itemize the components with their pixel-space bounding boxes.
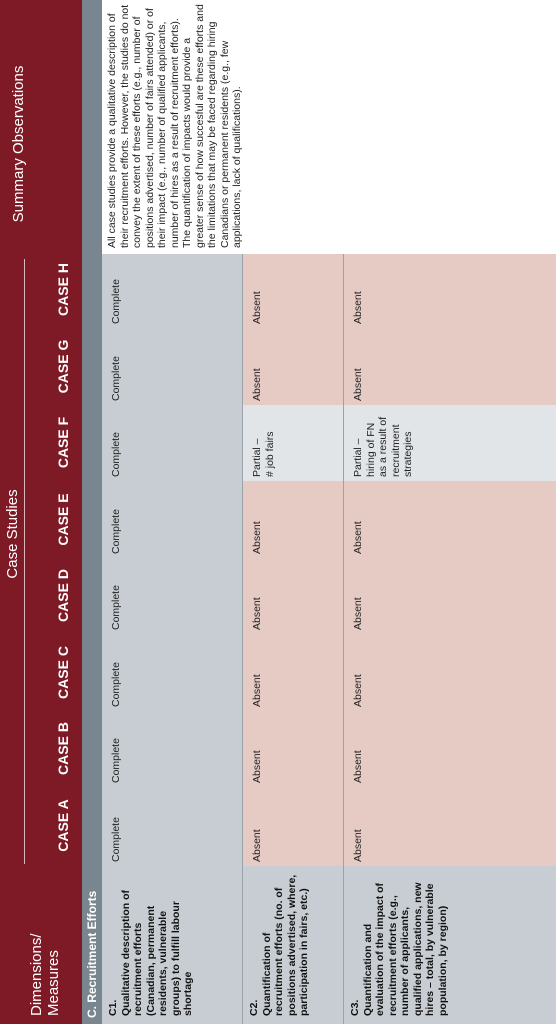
case-h-header: CASE H: [55, 263, 71, 316]
row-label-c3: C3. Quantification and evaluation of the impact of recruitment efforts (e.g., number of applicants, qualified applications, new hires – total, by vulnerable population, by region): [344, 866, 556, 1024]
cell-c2-case-h: Absent: [243, 254, 343, 328]
case-b-header: CASE B: [55, 722, 71, 775]
cell-c1-case-a: Complete: [102, 787, 242, 866]
case-studies-header: Case Studies: [4, 489, 21, 579]
summary-observations-header: Summary Observations: [10, 65, 27, 223]
cell-c1-case-f: Complete: [102, 405, 242, 481]
case-c-header: CASE C: [55, 646, 71, 699]
section-title: C. Recruitment Efforts: [85, 890, 99, 1018]
case-studies-divider: [24, 259, 25, 864]
summary-observations-text: All case studies provide a qualitative description of their recruitment efforts. However, the studies do not convey the extent of these efforts (e.g., number of positions advertised, number of fairs attended) or of their impact (e.g., number of qualified applicants, number of hires as a result of recruitment efforts). The quantification of impacts would provide a greater sense of how succesful are these efforts and the limitations that may be faced regarding hiring Canadians or permanent residents (e.g., few applications, lack of qualifications).: [102, 0, 556, 254]
case-g-header: CASE G: [55, 339, 71, 394]
case-e-header: CASE E: [55, 493, 71, 546]
cell-c3-case-g: Absent: [344, 328, 556, 405]
cell-c3-case-h: Absent: [344, 254, 556, 328]
cell-c1-case-g: Complete: [102, 328, 242, 405]
cell-c2-case-f: Partial – # job fairs: [243, 405, 343, 481]
case-d-header: CASE D: [55, 569, 71, 622]
cell-c3-case-f: Partial – hiring of FN as a result of recruitment strategies: [344, 405, 556, 481]
case-a-header: CASE A: [55, 799, 71, 852]
row-label-c1: C1. Qualitative description of recruitment efforts (Canadian, permanent residents, vulnerable groups) to fulfill labour shortage: [102, 866, 242, 1024]
row-label-c2: C2. Quantification of recruitment efforts (no. of positions advertised, where, participation in fairs, etc.): [243, 866, 343, 1024]
cell-c1-case-h: Complete: [102, 254, 242, 328]
cell-c1-case-b: Complete: [102, 711, 242, 787]
cell-c2-case-c: Absent: [243, 634, 343, 711]
cell-c1-case-d: Complete: [102, 558, 242, 634]
dimensions-measures-header: Dimensions/ Measures: [28, 933, 62, 1016]
cell-c1-case-c: Complete: [102, 634, 242, 711]
cell-c2-case-d: Absent: [243, 558, 343, 634]
cell-c3-case-a: Absent: [344, 787, 556, 866]
cell-c3-case-e: Absent: [344, 481, 556, 558]
cell-c2-case-a: Absent: [243, 787, 343, 866]
cell-c3-case-d: Absent: [344, 558, 556, 634]
case-f-header: CASE F: [55, 416, 71, 469]
cell-c3-case-b: Absent: [344, 711, 556, 787]
cell-c2-case-b: Absent: [243, 711, 343, 787]
cell-c2-case-g: Absent: [243, 328, 343, 405]
cell-c1-case-e: Complete: [102, 481, 242, 558]
cell-c2-case-e: Absent: [243, 481, 343, 558]
cell-c3-case-c: Absent: [344, 634, 556, 711]
